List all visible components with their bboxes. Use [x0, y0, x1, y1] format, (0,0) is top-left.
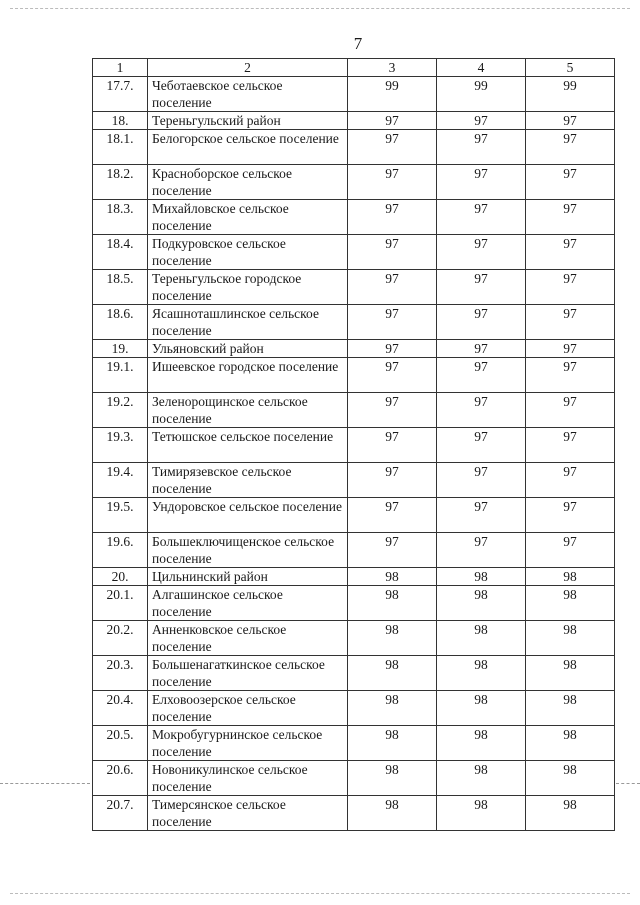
row-name: Подкуровское сельское поселение — [148, 235, 348, 270]
row-name: Мокробугурнинское сельское поселение — [148, 726, 348, 761]
table-row — [93, 130, 615, 165]
table-row — [93, 533, 615, 568]
row-value-col4: 97 — [437, 112, 526, 130]
row-number: 20.6. — [93, 761, 148, 796]
row-value-col5: 97 — [526, 463, 615, 498]
row-number: 19.6. — [93, 533, 148, 568]
row-value-col3: 98 — [348, 796, 437, 831]
row-value-col4: 97 — [437, 463, 526, 498]
table-row — [93, 77, 615, 112]
row-value-col3: 99 — [348, 77, 437, 112]
row-value-col3: 97 — [348, 358, 437, 393]
table-row — [93, 393, 615, 428]
row-value-col4: 98 — [437, 796, 526, 831]
row-value-col4: 97 — [437, 533, 526, 568]
row-value-col5: 98 — [526, 568, 615, 586]
row-name: Красноборское сельское поселение — [148, 165, 348, 200]
row-value-col5: 98 — [526, 796, 615, 831]
row-value-col5: 98 — [526, 586, 615, 621]
row-value-col5: 99 — [526, 77, 615, 112]
table-row — [93, 796, 615, 831]
row-number: 18.2. — [93, 165, 148, 200]
row-number: 18.4. — [93, 235, 148, 270]
header-col-3: 3 — [348, 59, 437, 77]
header-col-4: 4 — [437, 59, 526, 77]
scan-artifact-top — [10, 8, 630, 9]
row-name: Елховоозерское сельское поселение — [148, 691, 348, 726]
row-value-col5: 98 — [526, 761, 615, 796]
row-value-col3: 98 — [348, 761, 437, 796]
table-row — [93, 358, 615, 393]
row-value-col3: 98 — [348, 691, 437, 726]
table-row — [93, 498, 615, 533]
row-value-col3: 97 — [348, 305, 437, 340]
row-value-col3: 97 — [348, 270, 437, 305]
table-row — [93, 112, 615, 130]
table-row — [93, 586, 615, 621]
table-row — [93, 340, 615, 358]
row-value-col4: 97 — [437, 305, 526, 340]
row-name: Большеключищенское сельское поселение — [148, 533, 348, 568]
row-value-col3: 97 — [348, 235, 437, 270]
row-number: 18.3. — [93, 200, 148, 235]
row-name: Цильнинский район — [148, 568, 348, 586]
row-value-col5: 97 — [526, 112, 615, 130]
table-row — [93, 165, 615, 200]
table-row — [93, 726, 615, 761]
row-name: Зеленорощинское сельское поселение — [148, 393, 348, 428]
row-name: Анненковское сельское поселение — [148, 621, 348, 656]
row-name: Михайловское сельское поселение — [148, 200, 348, 235]
row-value-col3: 97 — [348, 498, 437, 533]
table-row — [93, 691, 615, 726]
row-value-col5: 97 — [526, 340, 615, 358]
row-number: 18.5. — [93, 270, 148, 305]
row-value-col4: 97 — [437, 358, 526, 393]
row-value-col3: 98 — [348, 621, 437, 656]
row-name: Новоникулинское сельское поселение — [148, 761, 348, 796]
row-value-col4: 97 — [437, 428, 526, 463]
row-name: Тетюшское сельское поселение — [148, 428, 348, 463]
row-number: 20.2. — [93, 621, 148, 656]
row-value-col5: 97 — [526, 165, 615, 200]
row-value-col3: 98 — [348, 568, 437, 586]
row-value-col4: 98 — [437, 568, 526, 586]
row-number: 19.3. — [93, 428, 148, 463]
table-header-row — [93, 59, 615, 77]
row-value-col4: 98 — [437, 691, 526, 726]
row-number: 18. — [93, 112, 148, 130]
row-name: Тимирязевское сельское поселение — [148, 463, 348, 498]
table-row — [93, 305, 615, 340]
row-number: 19.5. — [93, 498, 148, 533]
row-value-col5: 97 — [526, 428, 615, 463]
row-name: Чеботаевское сельское поселение — [148, 77, 348, 112]
row-value-col3: 97 — [348, 533, 437, 568]
table-row — [93, 761, 615, 796]
row-number: 20.4. — [93, 691, 148, 726]
row-number: 17.7. — [93, 77, 148, 112]
row-name: Большенагаткинское сельское поселение — [148, 656, 348, 691]
header-col-1: 1 — [93, 59, 148, 77]
row-value-col4: 98 — [437, 656, 526, 691]
row-value-col4: 97 — [437, 235, 526, 270]
header-col-2: 2 — [148, 59, 348, 77]
row-value-col5: 98 — [526, 691, 615, 726]
table-row — [93, 568, 615, 586]
row-value-col4: 97 — [437, 130, 526, 165]
row-number: 20.5. — [93, 726, 148, 761]
scan-artifact-left — [0, 783, 90, 784]
row-value-col4: 98 — [437, 761, 526, 796]
row-name: Ундоровское сельское поселение — [148, 498, 348, 533]
row-value-col4: 97 — [437, 270, 526, 305]
row-value-col5: 97 — [526, 305, 615, 340]
row-value-col3: 98 — [348, 656, 437, 691]
row-name: Белогорское сельское поселение — [148, 130, 348, 165]
row-value-col3: 97 — [348, 112, 437, 130]
row-name: Ульяновский район — [148, 340, 348, 358]
row-name: Тереньгульское городское поселение — [148, 270, 348, 305]
row-number: 20.1. — [93, 586, 148, 621]
row-value-col4: 98 — [437, 621, 526, 656]
row-value-col5: 97 — [526, 200, 615, 235]
header-col-5: 5 — [526, 59, 615, 77]
table-row — [93, 270, 615, 305]
row-value-col5: 97 — [526, 358, 615, 393]
row-value-col5: 98 — [526, 656, 615, 691]
row-value-col5: 97 — [526, 270, 615, 305]
row-value-col4: 97 — [437, 340, 526, 358]
row-value-col4: 97 — [437, 200, 526, 235]
table-row — [93, 428, 615, 463]
row-value-col5: 98 — [526, 621, 615, 656]
data-table — [92, 58, 615, 831]
row-value-col4: 98 — [437, 726, 526, 761]
row-number: 18.6. — [93, 305, 148, 340]
row-value-col4: 98 — [437, 586, 526, 621]
row-number: 19.1. — [93, 358, 148, 393]
row-number: 18.1. — [93, 130, 148, 165]
row-number: 20.3. — [93, 656, 148, 691]
row-name: Тимерсянское сельское поселение — [148, 796, 348, 831]
row-value-col4: 97 — [437, 393, 526, 428]
table-row — [93, 235, 615, 270]
row-name: Ишеевское городское поселение — [148, 358, 348, 393]
row-number: 20.7. — [93, 796, 148, 831]
row-value-col5: 97 — [526, 498, 615, 533]
row-value-col5: 97 — [526, 533, 615, 568]
row-value-col5: 97 — [526, 235, 615, 270]
row-name: Ясашноташлинское сельское поселение — [148, 305, 348, 340]
row-value-col5: 97 — [526, 393, 615, 428]
table-row — [93, 463, 615, 498]
scan-artifact-right — [616, 783, 640, 784]
row-value-col3: 97 — [348, 428, 437, 463]
page-number: 7 — [353, 34, 363, 53]
row-number: 20. — [93, 568, 148, 586]
row-value-col4: 97 — [437, 498, 526, 533]
row-number: 19.4. — [93, 463, 148, 498]
row-value-col3: 97 — [348, 200, 437, 235]
row-value-col4: 97 — [437, 165, 526, 200]
scan-artifact-bottom — [10, 893, 630, 894]
row-value-col3: 97 — [348, 165, 437, 200]
row-value-col5: 98 — [526, 726, 615, 761]
table-row — [93, 621, 615, 656]
table-body — [93, 77, 615, 831]
row-name: Тереньгульский район — [148, 112, 348, 130]
row-value-col3: 97 — [348, 393, 437, 428]
row-value-col5: 97 — [526, 130, 615, 165]
row-value-col3: 97 — [348, 340, 437, 358]
row-number: 19.2. — [93, 393, 148, 428]
row-value-col3: 98 — [348, 586, 437, 621]
table-row — [93, 200, 615, 235]
row-value-col3: 97 — [348, 130, 437, 165]
row-value-col3: 97 — [348, 463, 437, 498]
row-value-col4: 99 — [437, 77, 526, 112]
row-name: Алгашинское сельское поселение — [148, 586, 348, 621]
table-row — [93, 656, 615, 691]
row-number: 19. — [93, 340, 148, 358]
row-value-col3: 98 — [348, 726, 437, 761]
